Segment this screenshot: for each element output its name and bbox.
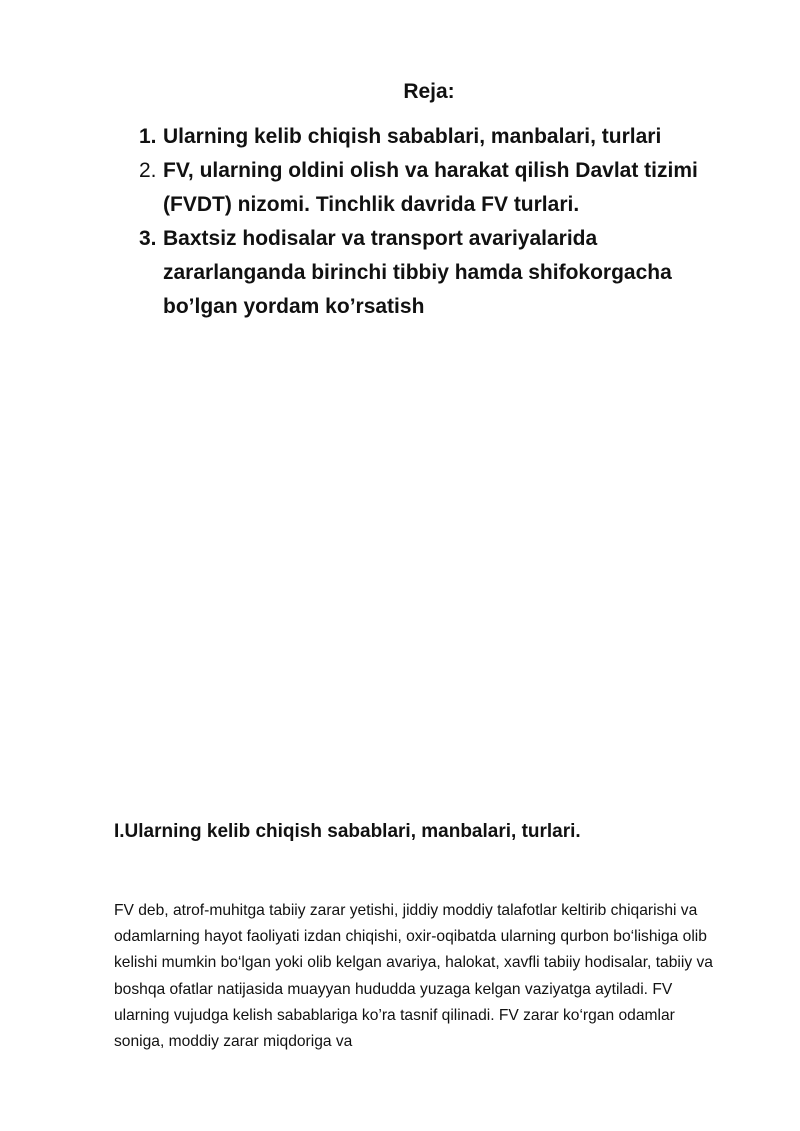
- body-paragraph: FV deb, atrof-muhitga tabiiy zarar yetishi, jiddiy moddiy talafotlar keltirib chiqarishi va odamlarning hayot faoliyati izdan chiqishi, oxir-oqibatda ularning qurbon bo‘lishiga olib kelishi mumkin bo‘lgan yoki olib kelgan avariya, halokat, xavfli tabiiy hodisalar, tabiiy va boshqa ofatlar natijasida muayyan hududda yuzaga kelgan vaziyatga aytiladi. FV ularning vujudga kelish sabablariga ko’ra tasnif qilinadi. FV zarar ko‘rgan odamlar soniga, moddiy zarar miqdoriga va: [114, 902, 713, 1051]
- section-heading: I.Ularning kelib chiqish sabablari, manbalari, turlari.: [114, 821, 581, 842]
- plan-item-1: [120, 120, 720, 154]
- plan-item-number: 1.: [139, 125, 157, 148]
- plan-item-number: 3.: [139, 227, 157, 250]
- plan-item-text: FV, ularning oldini olish va harakat qilish Davlat tizimi (FVDT) nizomi. Tinchlik davrida FV turlari.: [163, 159, 698, 216]
- plan-item-number: 2.: [139, 159, 157, 182]
- plan-item-text: Ularning kelib chiqish sabablari, manbalari, turlari: [163, 125, 662, 148]
- plan-item-text: Baxtsiz hodisalar va transport avariyalarida zararlanganda birinchi tibbiy hamda shifokorgacha bo’lgan yordam ko’rsatish: [163, 227, 672, 318]
- plan-title: Reja:: [403, 80, 455, 103]
- plan-item-2: [120, 154, 720, 222]
- plan-item-3: [120, 222, 720, 324]
- plan-list: [120, 120, 720, 324]
